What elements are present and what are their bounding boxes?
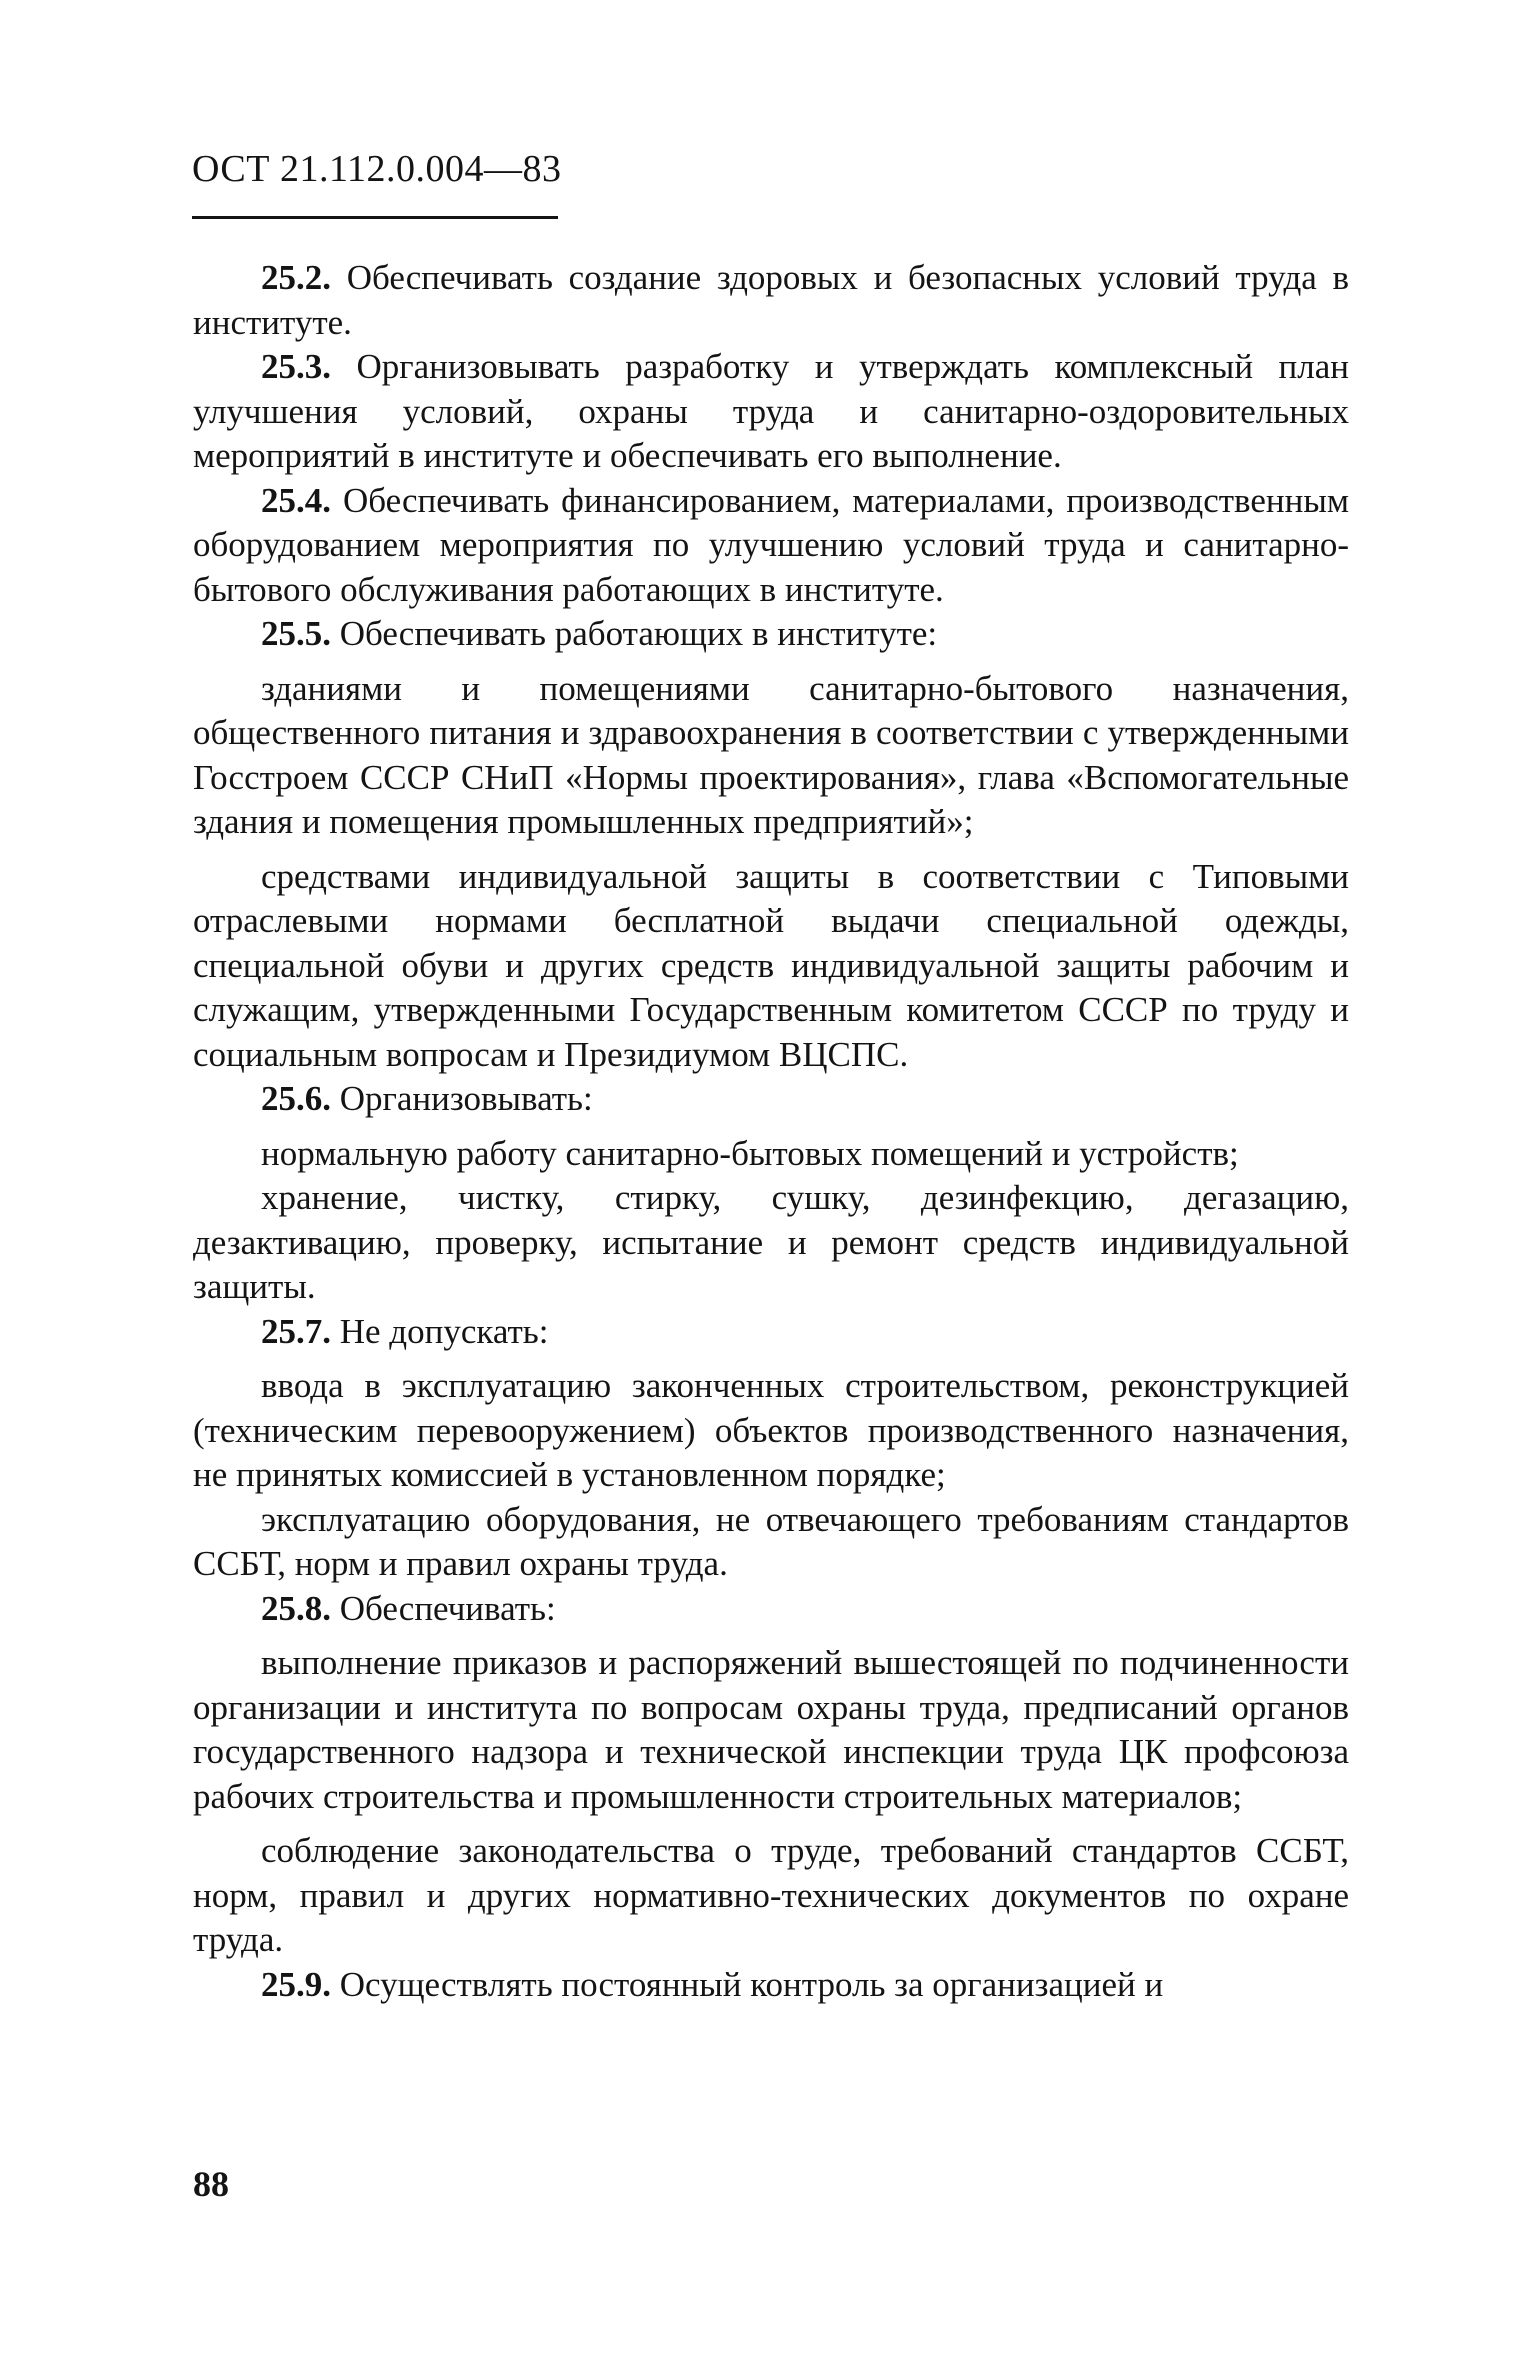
clause-text: Обеспечивать работающих в институте:	[339, 614, 938, 653]
clause-text: Обеспечивать финансированием, материалами, производственным оборудованием мероприятия по улучшению условий труда и санитарно-бытового обслуживания работающих в институте.	[193, 480, 1350, 609]
clause-25-8	[193, 1587, 1349, 1632]
clause-25-4	[193, 479, 1349, 613]
sub-item: нормальную работу санитарно-бытовых помещений и устройств;	[261, 1133, 1239, 1173]
clause-25-6	[193, 1077, 1349, 1122]
clause-25-3	[193, 345, 1349, 479]
clause-number: 25.2.	[261, 258, 331, 297]
document-body	[193, 256, 1349, 2007]
sub-item: зданиями и помещениями санитарно-бытового назначения, общественного питания и здравоохранения в соответствии с утвержденными Госстроем СССР СНиП «Нормы проектирования», глава «Вспомогательные здания и помещения промышленных предприятий»;	[193, 668, 1349, 841]
clause-text: Обеспечивать:	[339, 1588, 556, 1628]
sub-item: эксплуатацию оборудования, не отвечающего требованиям стандартов ССБТ, норм и правил охраны труда.	[193, 1499, 1349, 1583]
sub-item: хранение, чистку, стирку, сушку, дезинфекцию, дегазацию, дезактивацию, проверку, испытание и ремонт средств индивидуальной защиты.	[193, 1178, 1349, 1306]
sub-item: средствами индивидуальной защиты в соответствии с Типовыми отраслевыми нормами бесплатной выдачи специальной одежды, специальной обуви и других средств индивидуальной защиты рабочим и служащим, утвержденными Государственным комитетом СССР по труду и социальным вопросам и Президиумом ВЦСПС.	[193, 856, 1349, 1074]
clause-text: Осуществлять постоянный контроль за организацией и	[339, 1964, 1164, 2004]
clause-25-5	[193, 612, 1349, 657]
clause-number: 25.8.	[261, 1588, 331, 1628]
clause-text: Обеспечивать создание здоровых и безопасных условий труда в институте.	[193, 258, 1350, 342]
clause-number: 25.7.	[261, 1311, 331, 1351]
sub-item: выполнение приказов и распоряжений вышестоящей по подчиненности организации и института по вопросам охраны труда, предписаний органов государственного надзора и технической инспекции труда ЦК профсоюза рабочих строительства и промышленности строительных материалов;	[193, 1643, 1349, 1816]
clause-text: Не допускать:	[339, 1311, 549, 1351]
clause-number: 25.6.	[261, 1079, 331, 1118]
document-code-header: ОСТ 21.112.0.004—83	[192, 148, 562, 190]
clause-number: 25.5.	[261, 614, 331, 653]
clause-text: Организовывать:	[339, 1079, 593, 1118]
clause-number: 25.4.	[261, 480, 331, 520]
sub-item: соблюдение законодательства о труде, требований стандартов ССБТ, норм, правил и других нормативно-технических документов по охране труда.	[193, 1831, 1349, 1959]
page-number: 88	[193, 2164, 229, 2204]
clause-text: Организовывать разработку и утверждать комплексный план улучшения условий, охраны труда и санитарно-оздоровительных мероприятий в институте и обеспечивать его выполнение.	[193, 347, 1349, 475]
sub-item: ввода в эксплуатацию законченных строительством, реконструкцией (техническим перевооружением) объектов производственного назначения, не принятых комиссией в установленном порядке;	[193, 1366, 1349, 1494]
header-underline	[192, 216, 558, 219]
clause-number: 25.3.	[261, 347, 331, 386]
clause-25-9	[193, 1963, 1349, 2008]
clause-number: 25.9.	[261, 1964, 331, 2004]
clause-25-2	[193, 256, 1349, 345]
clause-25-7	[193, 1310, 1349, 1355]
